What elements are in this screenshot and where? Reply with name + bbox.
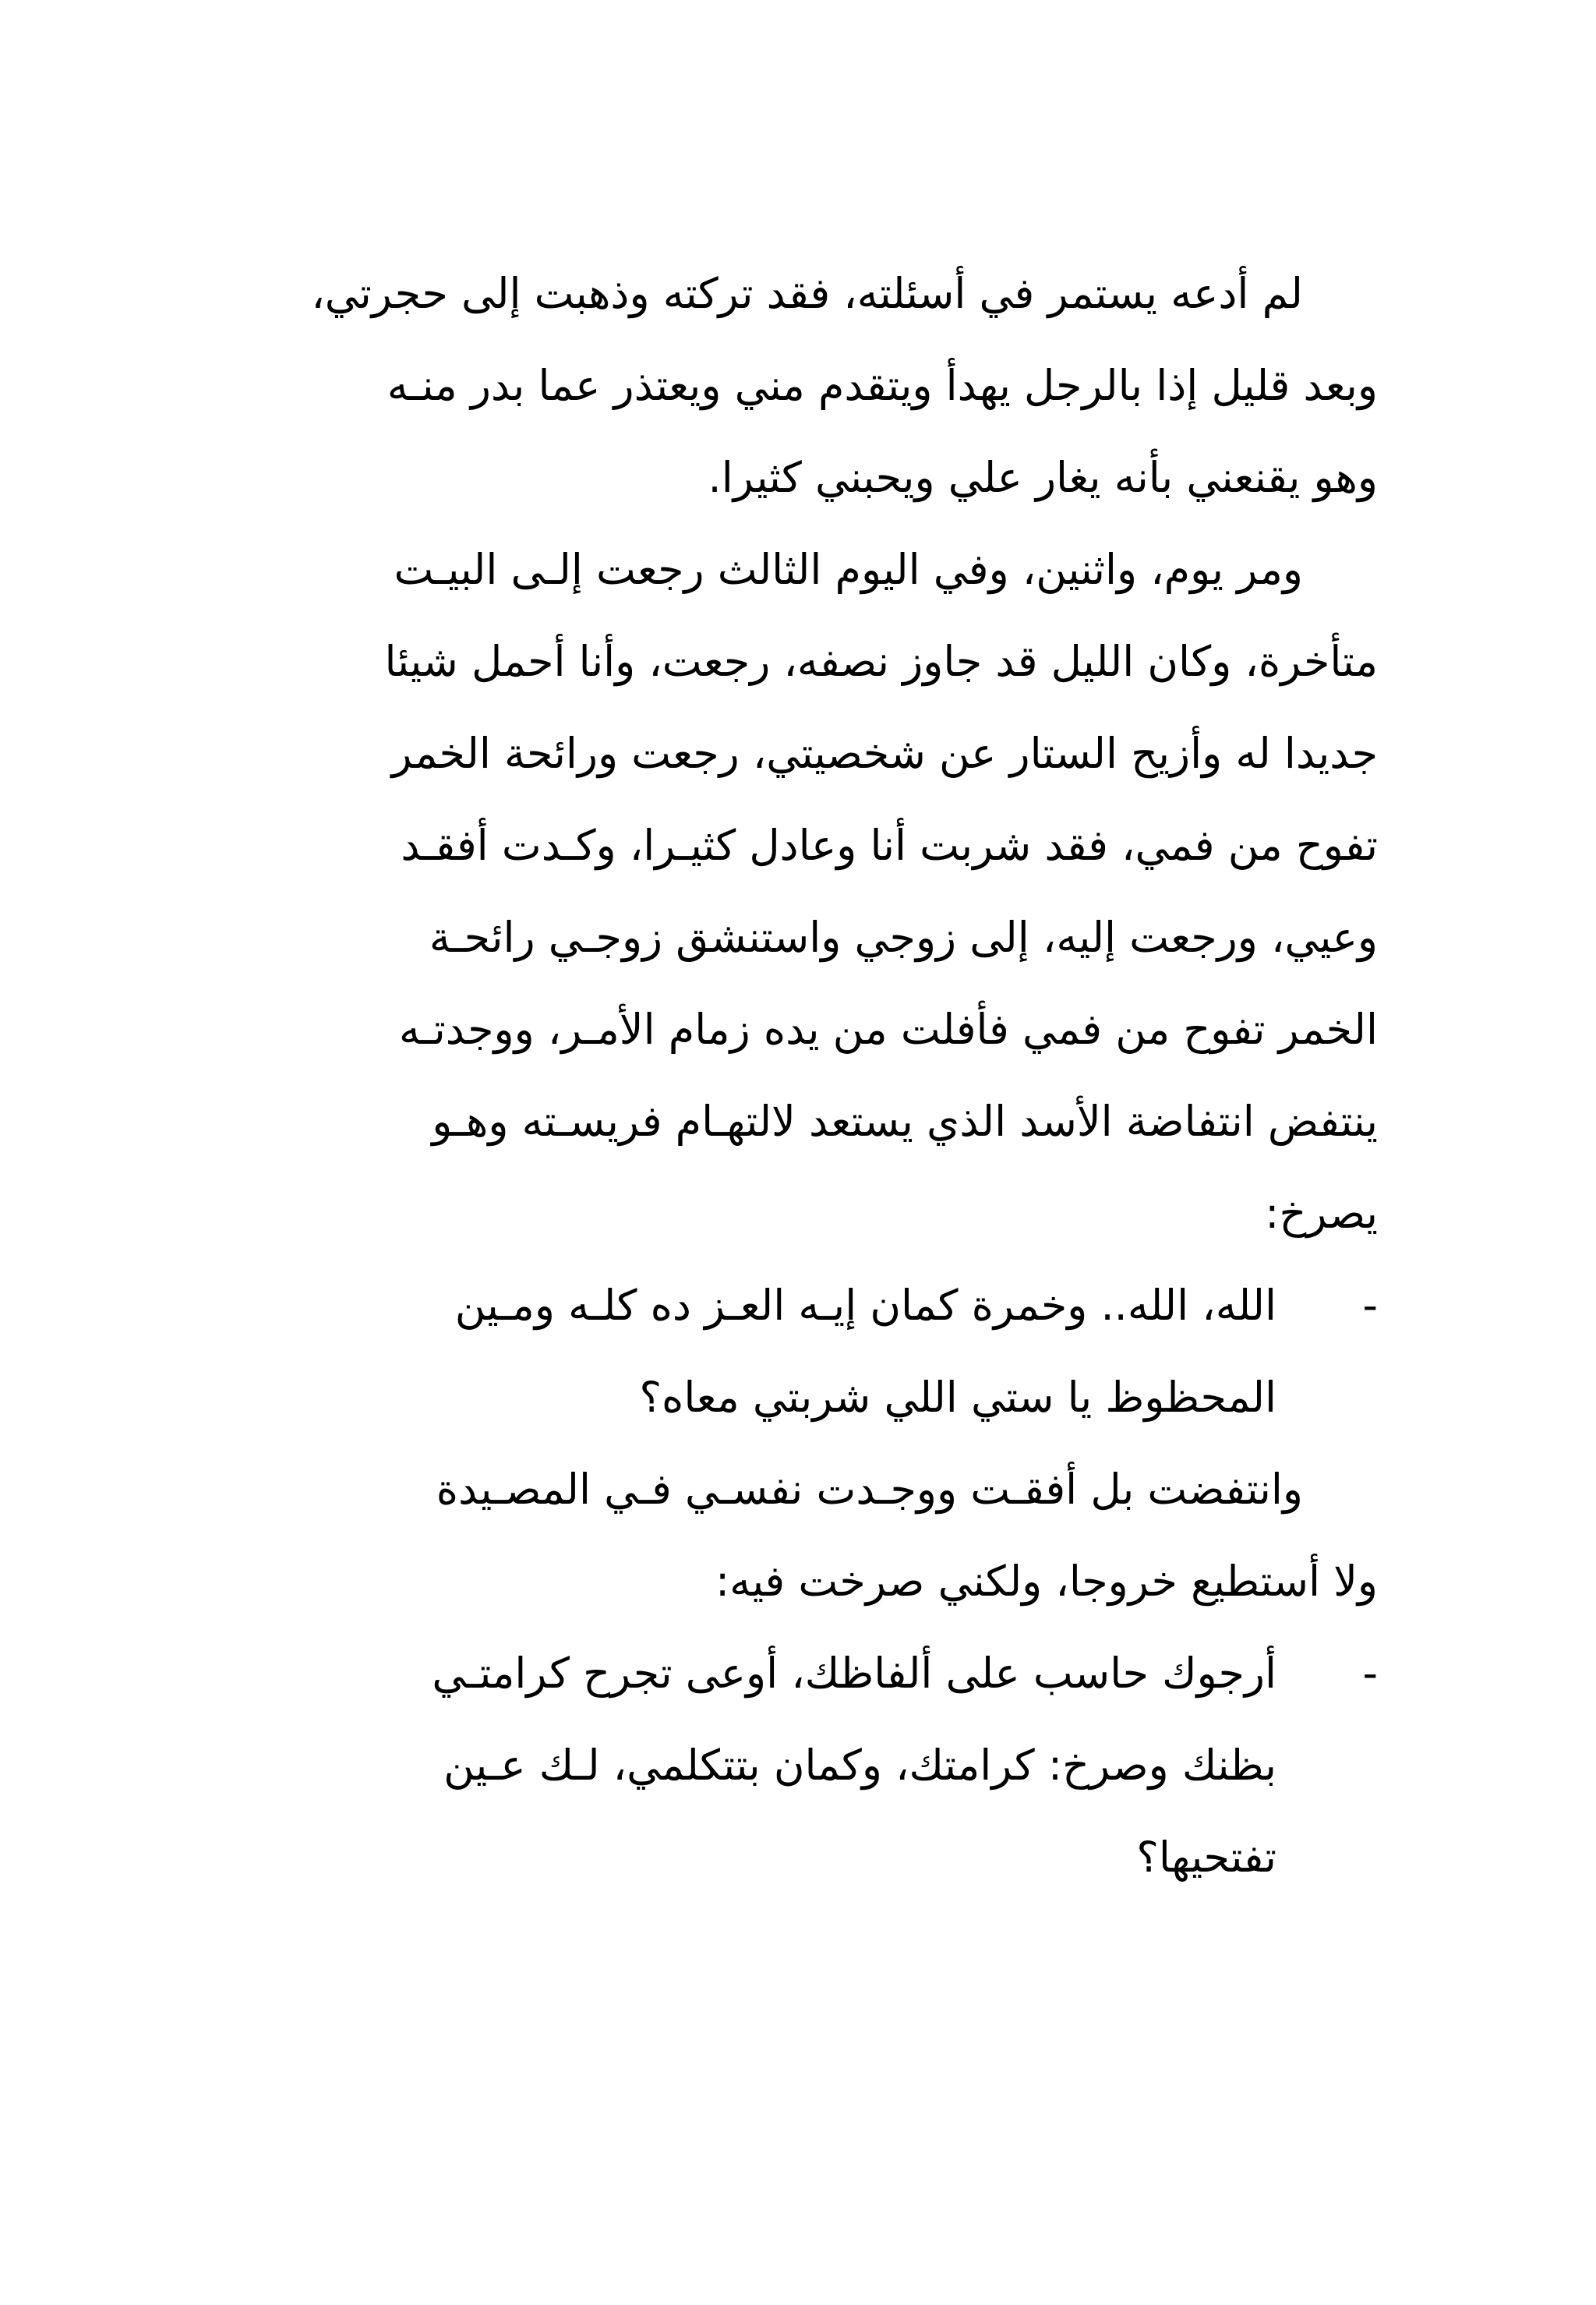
dialogue-dash: - [1362, 1281, 1378, 1330]
dialogue-text: أرجوك حاسب على ألفاظك، أوعى تجرح كرامتـي [432, 1649, 1276, 1698]
text-line: يصرخ: [1265, 1189, 1378, 1238]
dialogue-continuation: بظنك وصرخ: كرامتك، وكمان بتتكلمي، لـك عـين [443, 1741, 1276, 1790]
dialogue-text: الله، الله.. وخمرة كمان إيـه العـز ده كلـه ومـين [454, 1281, 1276, 1330]
text-line: وعيي، ورجعت إليه، إلى زوجي واستنشق زوجـي رائحـة [429, 913, 1378, 962]
dialogue-line [234, 1260, 1378, 1352]
text-line: لم أدعه يستمر في أسئلته، فقد تركته وذهبت إلى حجرتي، [311, 269, 1303, 318]
dialogue-continuation: المحظوظ يا ستي اللي شربتي معاه؟ [639, 1373, 1276, 1422]
text-line: وانتفضت بل أفقـت ووجـدت نفسـي فـي المصـيدة [436, 1465, 1303, 1514]
text-line: جديدا له وأزيح الستار عن شخصيتي، رجعت ورائحة الخمر [391, 729, 1378, 778]
text-line: الخمر تفوح من فمي فأفلت من يده زمام الأمـر، ووجدتـه [398, 1005, 1378, 1054]
text-line: ومر يوم، واثنين، وفي اليوم الثالث رجعت إلـى البيـت [394, 545, 1303, 594]
text-line: وهو يقنعني بأنه يغار علي ويحبني كثيرا. [708, 453, 1378, 502]
text-line: ولا أستطيع خروجا، ولكني صرخت فيه: [715, 1557, 1378, 1606]
text-body [234, 248, 1378, 1904]
text-line: ينتفض انتفاضة الأسد الذي يستعد لالتهـام فريسـته وهـو [432, 1097, 1378, 1146]
text-line: متأخرة، وكان الليل قد جاوز نصفه، رجعت، وأنا أحمل شيئا [384, 637, 1378, 686]
dialogue-dash: - [1362, 1649, 1378, 1698]
dialogue-line [234, 1628, 1378, 1720]
text-line: وبعد قليل إذا بالرجل يهدأ ويتقدم مني ويعتذر عما بدر منـه [387, 361, 1378, 410]
text-line: تفوح من فمي، فقد شربت أنا وعادل كثيـرا، وكـدت أفقـد [401, 821, 1378, 870]
dialogue-continuation: تفتحيها؟ [1136, 1833, 1276, 1882]
